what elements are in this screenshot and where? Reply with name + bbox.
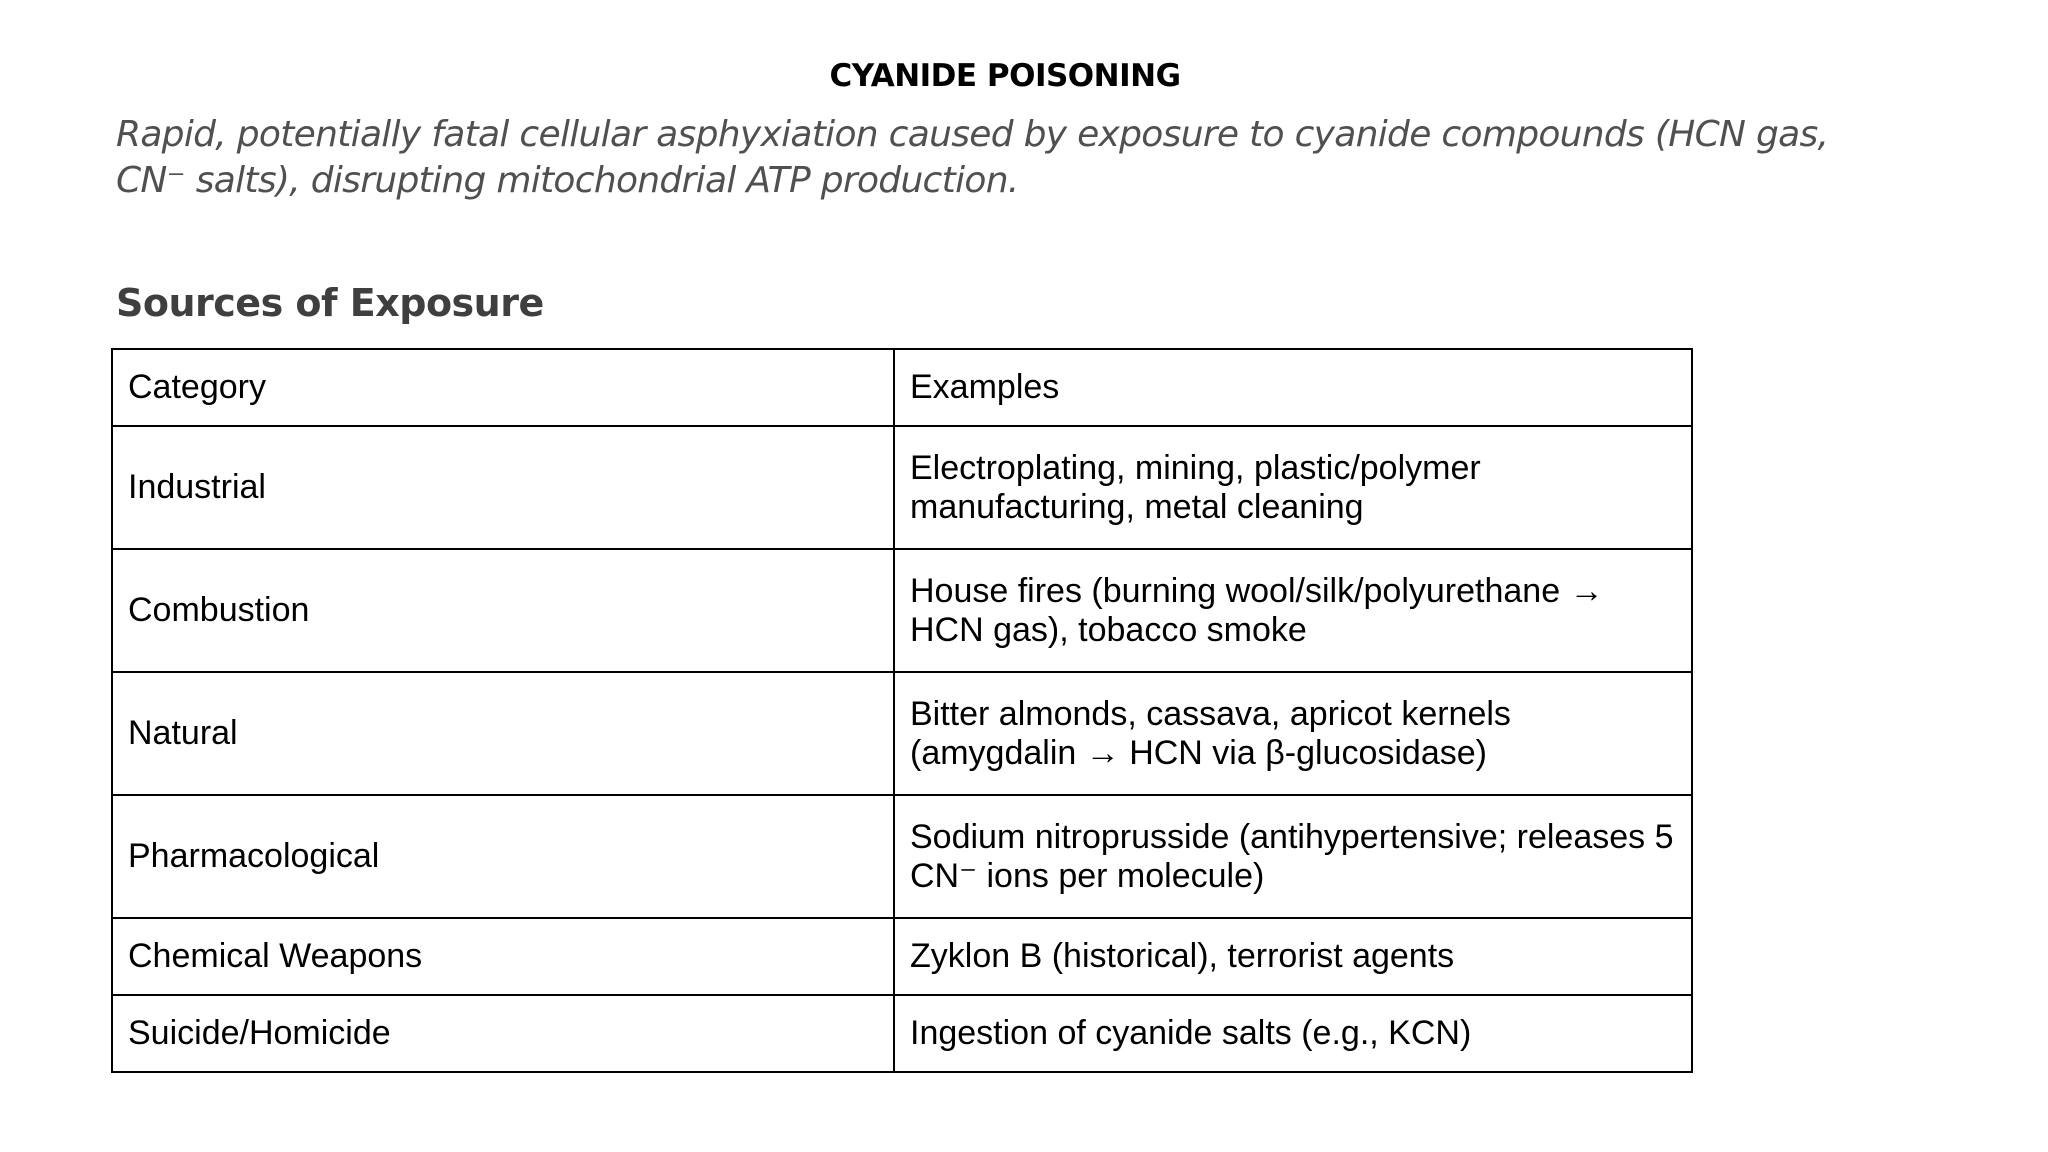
table-header-row <box>112 349 1692 426</box>
table-row <box>112 995 1692 1072</box>
sources-table <box>111 348 1693 1073</box>
table-row <box>112 918 1692 995</box>
examples-cell: Sodium nitroprusside (antihypertensive; releases 5 CN⁻ ions per molecule) <box>894 795 1692 918</box>
column-header-examples: Examples <box>894 349 1692 426</box>
category-cell: Natural <box>112 672 894 795</box>
definition-text: Rapid, potentially fatal cellular asphyxiation caused by exposure to cyanide compounds (HCN gas, CN⁻ salts), disrupting mitochondrial ATP production. <box>116 114 1829 201</box>
section-heading: Sources of Exposure <box>116 281 544 325</box>
category-cell: Suicide/Homicide <box>112 995 894 1072</box>
category-cell: Industrial <box>112 426 894 549</box>
table-row <box>112 549 1692 672</box>
examples-cell: House fires (burning wool/silk/polyurethane → HCN gas), tobacco smoke <box>894 549 1692 672</box>
examples-cell: Electroplating, mining, plastic/polymer manufacturing, metal cleaning <box>894 426 1692 549</box>
column-header-category: Category <box>112 349 894 426</box>
examples-cell: Ingestion of cyanide salts (e.g., KCN) <box>894 995 1692 1072</box>
category-cell: Pharmacological <box>112 795 894 918</box>
category-cell: Chemical Weapons <box>112 918 894 995</box>
table-row <box>112 426 1692 549</box>
table-row <box>112 672 1692 795</box>
examples-cell: Zyklon B (historical), terrorist agents <box>894 918 1692 995</box>
table-row <box>112 795 1692 918</box>
category-cell: Combustion <box>112 549 894 672</box>
examples-cell: Bitter almonds, cassava, apricot kernels (amygdalin → HCN via β-glucosidase) <box>894 672 1692 795</box>
page-title: CYANIDE POISONING <box>829 58 1181 94</box>
